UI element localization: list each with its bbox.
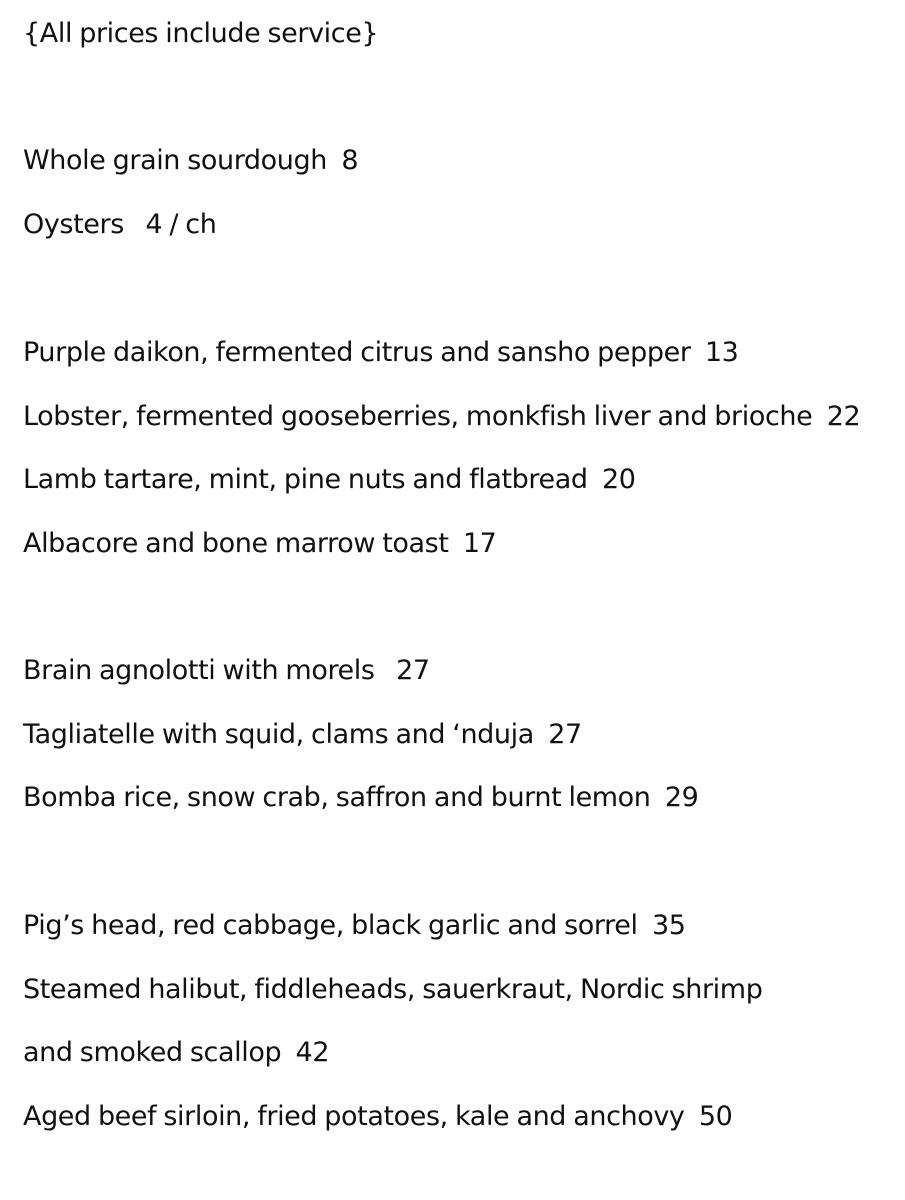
menu-item-bomba-rice: Bomba rice, snow crab, saffron and burnt lemon 29 [23,782,699,813]
service-note: {All prices include service} [23,18,379,49]
menu-item-halibut-line-2: and smoked scallop 42 [23,1037,330,1068]
menu-item-sourdough: Whole grain sourdough 8 [23,145,359,176]
menu-item-lobster: Lobster, fermented gooseberries, monkfish liver and brioche 22 [23,401,861,432]
menu-item-halibut-line-1: Steamed halibut, fiddleheads, sauerkraut, Nordic shrimp [23,974,763,1005]
menu-item-lamb-tartare: Lamb tartare, mint, pine nuts and flatbread 20 [23,464,636,495]
menu-item-purple-daikon: Purple daikon, fermented citrus and sansho pepper 13 [23,337,739,368]
menu-item-brain-agnolotti: Brain agnolotti with morels 27 [23,655,430,686]
menu-item-pigs-head: Pig’s head, red cabbage, black garlic and sorrel 35 [23,910,686,941]
menu-item-oysters: Oysters 4 / ch [23,209,217,240]
menu-item-tagliatelle: Tagliatelle with squid, clams and ‘nduja 27 [23,719,582,750]
menu-item-albacore: Albacore and bone marrow toast 17 [23,528,497,559]
menu-item-beef-sirloin: Aged beef sirloin, fried potatoes, kale and anchovy 50 [23,1101,733,1132]
